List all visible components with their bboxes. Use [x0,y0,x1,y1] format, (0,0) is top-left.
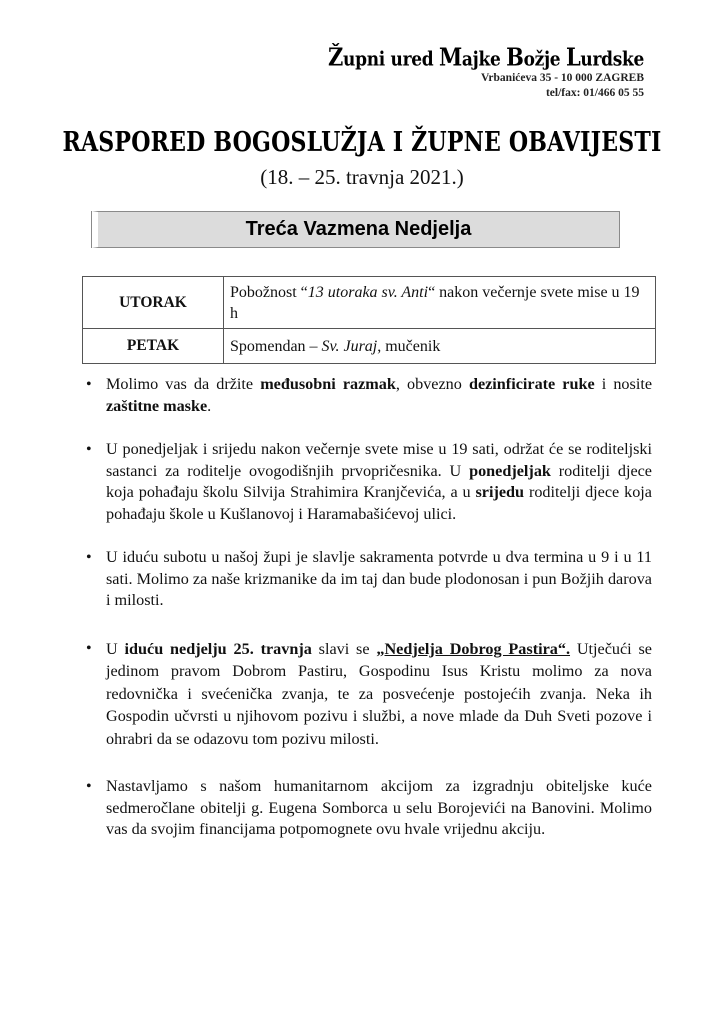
letterhead [328,42,644,101]
schedule-day: PETAK [83,329,224,364]
parish-name: Župni ured Majke Božje Lurdske [328,42,644,71]
table-row [83,329,656,364]
sunday-banner-text: Treća Vazmena Nedjelja [245,218,472,240]
schedule-table [82,276,656,364]
notice-item: • Nastavljamo s našom humanitarnom akcijom za izgradnju obiteljske kuće sedmeročlane obitelji g. Eugena Somborca u selu Borojevići na Banovini. Molimo vas da svojim financijama potpomognete ovu hvale vrijednu akciju. [82,776,652,841]
sunday-banner [92,211,620,248]
schedule-description: Pobožnost “13 utoraka sv. Anti“ nakon večernje svete mise u 19 h [224,277,656,329]
page-title: RASPORED BOGOSLUŽJA I ŽUPNE OBAVIJESTI [62,125,662,158]
date-range: (18. – 25. travnja 2021.) [260,165,464,189]
notice-item: • U iduću nedjelju 25. travnja slavi se „Nedjelja Dobrog Pastira“. Utječući se jedinom pravom Dobrom Pastiru, Gospodinu Isus Kristu molimo za nova redovnička i svećenička zvanja, te za posvećenje postojećih zvanja. Neka ih Gospodin učvrsti u njihovom pozivu i službi, a nove mlade da Duh Sveti pozove i ohrabri da se odazovu tom pozivu milosti. [82,638,652,751]
notice-item: • U iduću subotu u našoj župi je slavlje sakramenta potvrde u dva termina u 9 i u 11 sati. Molimo za naše krizmanike da im taj dan bude plodonosan i pun Božjih darova i milosti. [82,547,652,612]
notice-item: • U ponedjeljak i srijedu nakon večernje svete mise u 19 sati, održat će se roditeljski sastanci za roditelje ovogodišnjih prvopričesnika. U ponedjeljak roditelji djece koja pohađaju školu Silvija Strahimira Kranjčevića, a u srijedu roditelji djece koja pohađaju škole u Kušlanovoj i Haramabašićevoj ulici. [82,439,652,525]
schedule-day: UTORAK [83,277,224,329]
notice-item: • Molimo vas da držite međusobni razmak, obvezno dezinficirate ruke i nosite zaštitne maske. [82,374,652,417]
notices-list [82,374,652,841]
table-row [83,277,656,329]
schedule-description: Spomendan – Sv. Juraj, mučenik [224,329,656,364]
parish-address: Vrbanićeva 35 - 10 000 ZAGREB [480,72,644,84]
parish-phone: tel/fax: 01/466 05 55 [545,87,644,99]
